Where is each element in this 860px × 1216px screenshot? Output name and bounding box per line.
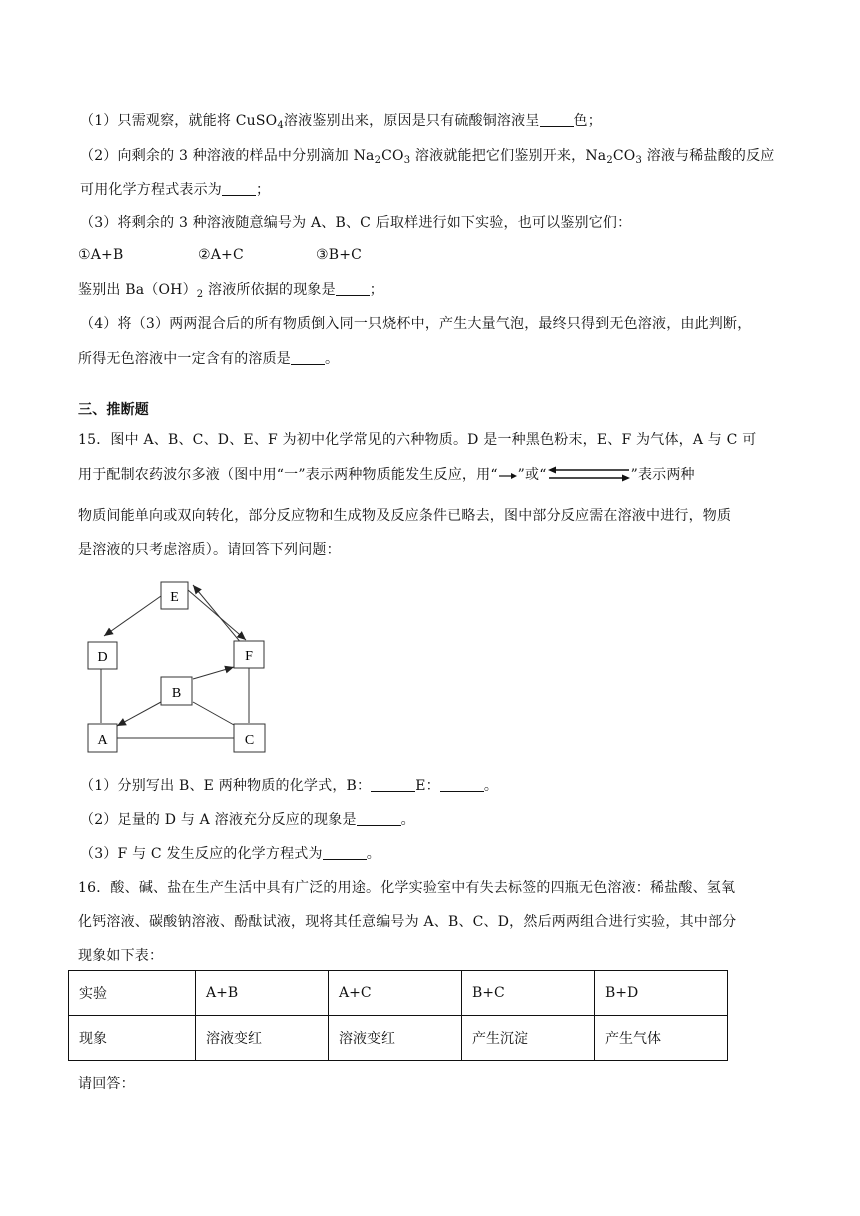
text: 溶液所依据的现象是 [203,282,336,298]
q14-part4-line1: （4）将（3）两两混合后的所有物质倒入同一只烧杯中，产生大量气泡，最终只得到无色溶液，由此判断， [80,316,752,332]
q14-part3: （3）将剩余的 3 种溶液随意编号为 A、B、C 后取样进行如下实验，也可以鉴别它们： [80,215,632,231]
answer-blank[interactable] [540,112,574,127]
edge-e-f [188,590,246,640]
q14-part4-line2 [78,349,339,369]
text: 。 [325,351,340,367]
node-e [161,582,188,609]
edge-b-c [193,702,234,725]
text: 。 [366,846,381,862]
table-cell: A+B [196,971,329,1016]
q15-line4: 是溶液的只考虑溶质）。请回答下列问题： [78,542,341,558]
q15-sub3 [80,844,381,864]
text: （2）足量的 D 与 A 溶液充分反应的现象是 [80,812,357,828]
diagram-svg [80,578,280,758]
table-cell: A+C [329,971,462,1016]
text: 所得无色溶液中一定含有的溶质是 [78,351,291,367]
q14-part1-text2: 溶液鉴别出来，原因是只有硫酸铜溶液呈 [283,113,540,129]
q14-part2-line1 [80,146,775,166]
text: E： [415,778,440,794]
node-b [161,677,192,705]
table-cell: 溶液变红 [329,1016,462,1061]
experiment-table [68,970,728,1061]
node-label: E [170,590,179,605]
table-cell: B+D [595,971,728,1016]
answer-blank[interactable] [222,181,256,196]
edge-f-e [193,585,242,644]
subscript: 2 [374,155,382,166]
q14-part3-identify [78,280,384,300]
node-label: B [171,686,182,701]
q15-sub1 [80,776,498,796]
text: （3）F 与 C 发生反应的化学方程式为 [80,846,323,862]
answer-blank[interactable] [357,811,401,826]
table-row [69,971,728,1016]
section-heading: 三、推断题 [78,402,149,418]
answer-blank-e[interactable] [440,777,484,792]
subscript: 2 [606,155,613,166]
table-cell: 现象 [69,1016,196,1061]
text: 可用化学方程式表示为 [80,182,222,198]
text: （2）向剩余的 3 种溶液的样品中分别滴加 Na [80,148,375,164]
text: ； [256,182,271,198]
node-label: A [97,733,108,748]
answer-blank[interactable] [323,845,367,860]
q14-option-1: ①A+B [78,247,124,263]
q14-option-2: ②A+C [198,247,244,263]
answer-blank[interactable] [291,350,325,365]
table-cell: 实验 [69,971,196,1016]
edge-b-a [117,702,161,726]
q15-sub2 [80,810,415,830]
table-cell: 溶液变红 [196,1016,329,1061]
subscript: 2 [196,289,204,300]
q16-line3: 现象如下表： [78,948,164,964]
text: 溶液与稀盐酸的反应 [642,148,775,164]
node-label: F [245,649,253,664]
node-label: C [244,733,255,748]
text: 用于配制农药波尔多液（图中用“一”表示两种物质能发生反应，用“ [78,467,498,483]
q15-line2 [78,465,695,485]
node-a [88,724,117,752]
node-label: D [97,650,108,665]
subscript: 3 [635,155,643,166]
text: 。 [483,778,499,794]
q14-option-3: ③B+C [316,247,363,263]
table-cell: 产生气体 [595,1016,728,1061]
text: （1）分别写出 B、E 两种物质的化学式，B： [80,778,372,794]
q15-line1: 15．图中 A、B、C、D、E、F 为初中化学常见的六种物质。D 是一种黑色粉末，E、F 为气体，A 与 C 可 [78,432,757,448]
answer-blank-b[interactable] [371,777,415,792]
text: CO [381,148,404,164]
subscript: 3 [403,155,411,166]
relationship-diagram [80,578,280,758]
q15-line3: 物质间能单向或双向转化，部分反应物和生成物及反应条件已略去，图中部分反应需在溶液中进行，物质 [78,508,732,524]
q14-part1 [80,111,602,131]
text: 。 [400,812,415,828]
table-cell: B+C [462,971,595,1016]
subscript: 4 [277,120,284,131]
single-arrow-icon [498,470,518,482]
table-row [69,1016,728,1061]
q14-part1-text: （1）只需观察，就能将 CuSO [80,113,278,129]
edge-e-d [104,596,161,636]
text: ”或“ [517,467,547,483]
node-d [88,642,117,669]
table-cell: 产生沉淀 [462,1016,595,1061]
text: CO [612,148,636,164]
text: ”表示两种 [630,467,695,483]
edge-b-f [193,667,234,679]
q16-line1: 16．酸、碱、盐在生产生活中具有广泛的用途。化学实验室中有失去标签的四瓶无色溶液：稀盐酸、氢氧 [78,880,736,896]
text: 溶液就能把它们鉴别开来，Na [410,148,607,164]
node-f [234,641,264,668]
text: ； [369,282,384,298]
double-arrow-icon [547,466,631,482]
node-c [234,724,265,752]
text: 鉴别出 Ba（OH） [78,282,197,298]
q14-part1-end: 色； [573,113,602,129]
q14-part2-line2 [80,180,270,200]
q16-prompt: 请回答： [78,1076,135,1092]
q16-line2: 化钙溶液、碳酸钠溶液、酚酞试液，现将其任意编号为 A、B、C、D，然后两两组合进行实验，其中部分 [78,914,737,930]
answer-blank[interactable] [336,281,370,296]
